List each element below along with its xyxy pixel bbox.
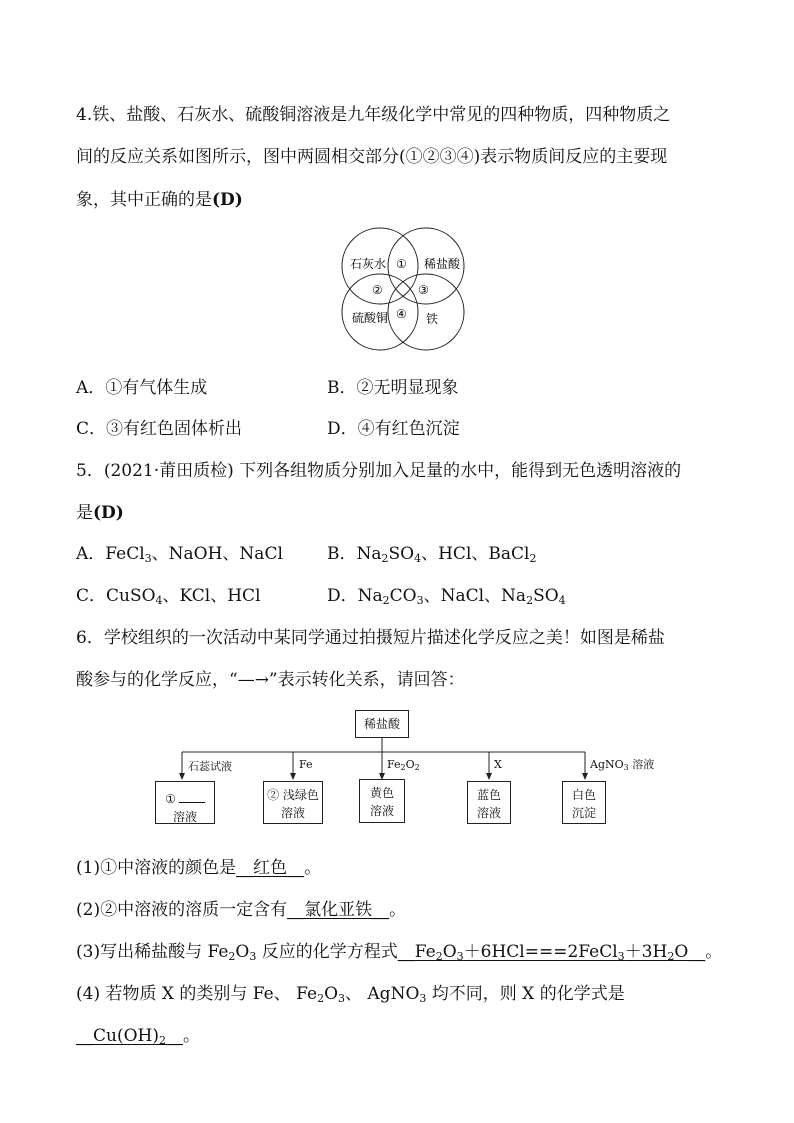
venn-mark-2: ② <box>372 283 383 297</box>
box-result-2 <box>263 781 323 824</box>
q6-sub2: (2)②中溶液的溶质一定含有__氯化亚铁__。 <box>76 900 407 920</box>
q6-sub4: (4) 若物质 X 的类别与 Fe、 $Fe_2O_3$、 AgNO$_3$ 均不同，则 X 的化学式是 <box>76 984 625 1005</box>
q6-sub4-answer: $\_\_Cu(OH)_2\_\_$ <box>76 1026 183 1047</box>
box1-line2: 溶液 <box>172 810 197 824</box>
label-fe: Fe <box>299 758 313 771</box>
box2-line1: ② 浅绿色 <box>267 788 319 802</box>
box1-line1: ① <box>156 786 214 808</box>
box-result-4 <box>467 781 511 824</box>
venn-label-2: 稀盐酸 <box>424 257 461 271</box>
q6-sub1-answer: __红色__ <box>236 858 305 878</box>
q4-answer: (D) <box>212 190 243 210</box>
box4-line2: 溶液 <box>476 806 501 820</box>
venn-label-4: 铁 <box>426 312 439 326</box>
venn-mark-4: ④ <box>396 307 407 321</box>
q4-line3-text: 象，其中正确的是 <box>76 190 212 210</box>
venn-label-1: 石灰水 <box>350 257 387 271</box>
box3-line1: 黄色 <box>369 786 394 800</box>
q5-option-a: A．FeCl$_3$、NaOH、NaCl <box>76 544 283 565</box>
q4-line2: 间的反应关系如图所示，图中两圆相交部分(①②③④)表示物质间反应的主要现 <box>76 147 668 167</box>
box-hcl: 稀盐酸 <box>355 710 409 738</box>
q4-option-d: D．④有红色沉淀 <box>327 419 460 439</box>
box2-line2: 溶液 <box>280 806 305 820</box>
box-result-5 <box>562 781 606 824</box>
q4-option-b: B．②无明显现象 <box>327 378 459 398</box>
q4-option-a: A．①有气体生成 <box>76 378 208 398</box>
q4-line1: 4.铁、盐酸、石灰水、硫酸铜溶液是九年级化学中常见的四种物质，四种物质之 <box>76 105 671 125</box>
q6-sub2-answer: __氯化亚铁__ <box>287 900 390 920</box>
q4-option-c: C．③有红色固体析出 <box>76 419 243 439</box>
box3-line2: 溶液 <box>369 804 394 818</box>
venn-mark-1: ① <box>396 257 407 271</box>
q5-line2-text: 是 <box>76 503 93 523</box>
label-litmus: 石蕊试液 <box>188 760 232 773</box>
q6-sub3-answer: $\_\_Fe_2O_3+6HCl===2FeCl_3+3H_2O\_\_$ <box>397 942 706 963</box>
q6-sub4-answer-line: $\_\_Cu(OH)_2\_\_$。 <box>76 1026 200 1047</box>
q6-sub3: (3)写出稀盐酸与 $Fe_2O_3$ 反应的化学方程式$\_\_Fe_2O_3+6HCl===2FeCl_3+3H_2O\_\_$。 <box>76 942 723 963</box>
box-result-1 <box>155 781 215 824</box>
q5-line1: 5．(2021·莆田质检) 下列各组物质分别加入足量的水中，能得到无色透明溶液的 <box>76 461 682 481</box>
q5-answer: (D) <box>93 503 124 523</box>
q5-option-b: B．$Na_2SO_4$、HCl、BaCl$_2$ <box>327 544 537 565</box>
box4-line1: 蓝色 <box>476 788 501 802</box>
q5-option-c: C．CuSO$_4$、KCl、HCl <box>76 586 261 607</box>
q6-line1: 6．学校组织的一次活动中某同学通过拍摄短片描述化学反应之美！如图是稀盐 <box>76 628 665 648</box>
label-agno3: AgNO$_3$ 溶液 <box>590 758 655 772</box>
box-result-3 <box>359 779 405 823</box>
box5-line2: 沉淀 <box>571 806 596 820</box>
venn-mark-3: ③ <box>418 283 429 297</box>
q6-line2: 酸参与的化学反应，“—→”表示转化关系，请回答： <box>76 670 465 690</box>
q5-option-d: D．$Na_2CO_3$、NaCl、$Na_2SO_4$ <box>327 586 566 607</box>
q6-sub1: (1)①中溶液的颜色是__红色__。 <box>76 858 322 878</box>
box5-line1: 白色 <box>571 788 596 802</box>
label-x: X <box>494 758 502 771</box>
label-fe2o2: $Fe_2O_2$ <box>387 758 420 772</box>
venn-label-3: 硫酸铜 <box>352 311 389 325</box>
